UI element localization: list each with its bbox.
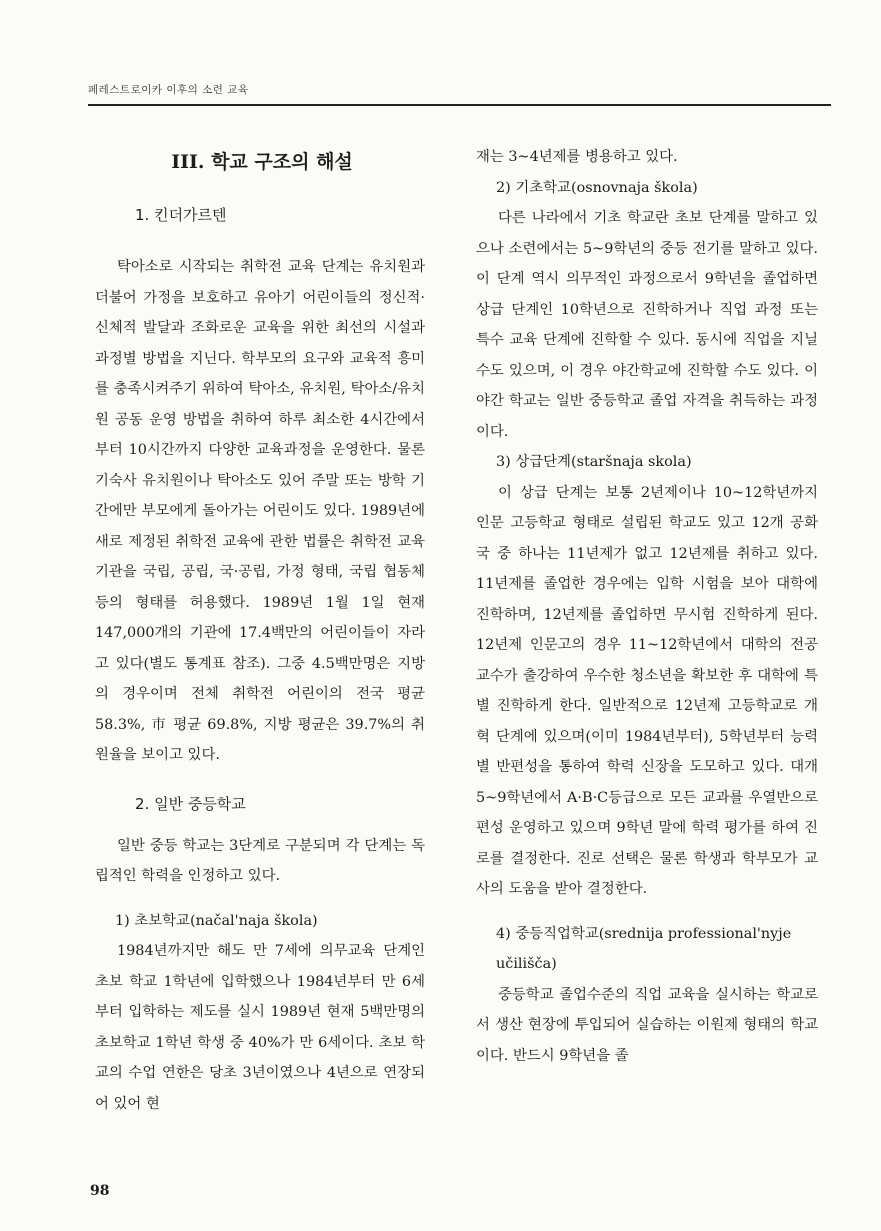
header-rule — [88, 104, 831, 106]
subhead-kindergarten: 1. 킨더가르텐 — [135, 206, 227, 224]
item-body-vocational-school: 중등학교 졸업수준의 직업 교육을 실시하는 학교로서 생산 현장에 투입되어 실습하는 이원제 형태의 학교이다. 반드시 9학년을 졸 — [476, 986, 818, 1064]
paragraph-kindergarten: 탁아소로 시작되는 취학전 교육 단계는 유치원과 더불어 가정을 보호하고 유아기 어린이들의 정신적·신체적 발달과 조화로운 교육을 위한 최선의 시설과 과정별 방법을 지닌다. 학부모의 요구와 교육적 흥미를 충족시켜주기 위하여 탁아소, 유치원, 탁아소/유치원 공동 운영 방법을 취하여 하루 최소한 4시간에서부터 10시간까지 다양한 교육과정을 운영한다. 물론 기숙사 유치원이나 탁아소도 있어 주말 또는 방학 기간에만 부모에게 돌아가는 어린이도 있다. 1989년에 새로 제정된 취학전 교육에 관한 법률은 취학전 교육 기관을 국립, 공립, 국·공립, 가정 형태, 국립 협동체 등의 형태를 허용했다. 1989년 1월 1일 현재 147,000개의 기관에 17.4백만의 어린이들이 자라고 있다(별도 통계표 참조). 그중 4.5백만명은 지방의 경우이며 전체 취학전 어린이의 전국 평균 58.3%, 市 평균 69.8%, 지방 평균은 39.7%의 취원율을 보이고 있다. — [95, 259, 425, 763]
section-title: III. 학교 구조의 해설 — [171, 151, 353, 173]
item-head-primary-school: 1) 초보학교(načal'naja škola) — [115, 912, 318, 929]
subhead-general-secondary: 2. 일반 중등학교 — [135, 794, 246, 813]
item-body-senior-stage: 이 상급 단계는 보통 2년제이나 10~12학년까지 인문 고등학교 형태로 설립된 학교도 있고 12개 공화국 중 하나는 11년제가 없고 12년제를 취하고 있다. 11년제를 졸업한 경우에는 입학 시험을 보아 대학에 진학하며, 12년제를 졸업하면 무시험 진학하게 된다. 12년제 인문고의 경우 11~12학년에서 대학의 전공 교수가 출강하여 우수한 청소년을 확보한 후 대학에 특별 진학하게 한다. 일반적으로 12년제 고등학교로 개혁 단계에 있으며(이미 1984년부터), 5학년부터 능력별 반편성을 통하여 학력 신장을 도모하고 있다. 대개 5~9학년에서 A·B·C등급으로 모든 교과를 우열반으로 편성 운영하고 있으며 9학년 말에 학력 평가를 하여 진로를 결정한다. 진로 선택은 물론 학생과 학부모가 교사의 도움을 받아 결정한다. — [476, 484, 818, 897]
item-head-vocational-school: 4) 중등직업학교(srednija professional'nyje učiliščа) — [496, 925, 792, 972]
item-body-primary-school: 1984년까지만 해도 만 7세에 의무교육 단계인 초보 학교 1학년에 입학했으나 1984년부터 만 6세부터 입학하는 제도를 실시 1989년 현재 5백만명의 초보학교 1학년 학생 중 40%가 만 6세이다. 초보 학교의 수업 연한은 당초 3년이였으나 4년으로 연장되어 있어 현 — [95, 943, 425, 1112]
item-body-basic-school: 다른 나라에서 기초 학교란 초보 단계를 말하고 있으나 소련에서는 5~9학년의 중등 전기를 말하고 있다. 이 단계 역시 의무적인 과정으로서 9학년을 졸업하면 상급 단계인 10학년으로 진학하거나 직업 과정 또는 특수 교육 단계에 진학할 수 있다. 동시에 직업을 지닐 수도 있으며, 이 경우 야간학교에 진학할 수도 있다. 이 야간 학교는 일반 중등학교 졸업 자격을 취득하는 과정이다. — [476, 210, 818, 440]
item-head-senior-stage: 3) 상급단계(staršnaja skola) — [496, 454, 692, 470]
continuation-text: 재는 3~4년제를 병용하고 있다. — [476, 149, 678, 165]
paragraph-general-secondary: 일반 중등 학교는 3단계로 구분되며 각 단계는 독립적인 학력을 인정하고 있다. — [95, 837, 425, 884]
left-column — [95, 140, 425, 1119]
running-header: 페레스트로이카 이후의 소련 교육 — [88, 84, 249, 96]
page-number: 98 — [90, 1183, 110, 1199]
right-column — [476, 140, 818, 1071]
item-head-basic-school: 2) 기초학교(osnovnaja škola) — [496, 179, 698, 196]
